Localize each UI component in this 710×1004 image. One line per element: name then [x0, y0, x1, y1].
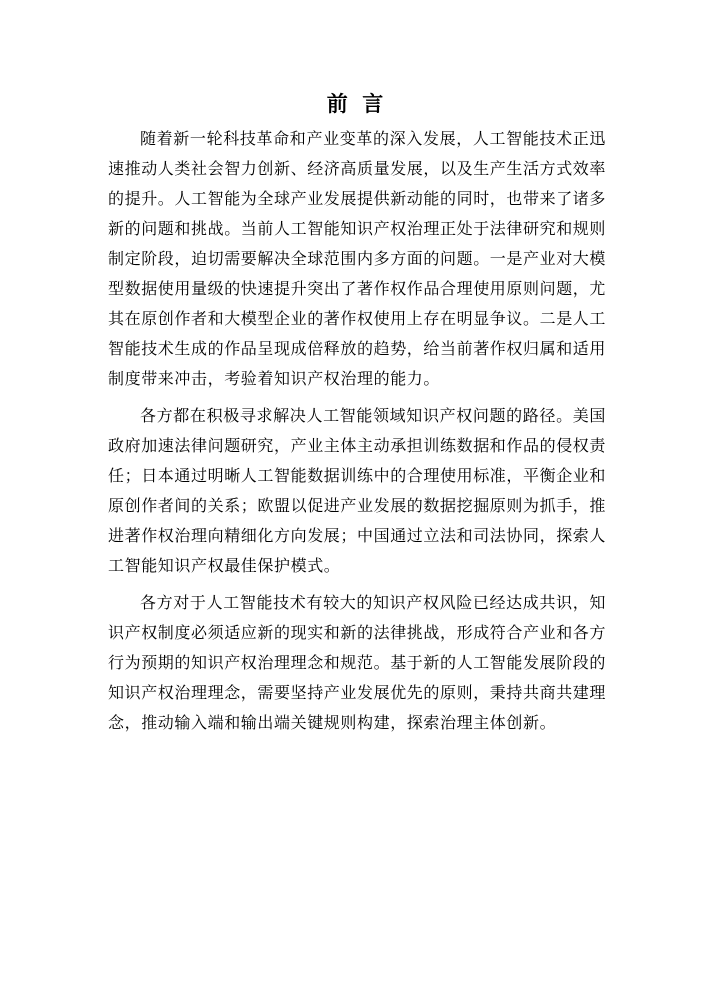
page-title: 前 言	[326, 92, 384, 116]
body-text	[108, 124, 606, 738]
paragraph-1: 随着新一轮科技革命和产业变革的深入发展，人工智能技术正迅速推动人类社会智力创新、经济高质量发展，以及生产生活方式效率的提升。人工智能为全球产业发展提供新动能的同时，也带来了诸多新的问题和挑战。当前人工智能知识产权治理正处于法律研究和规则制定阶段，迫切需要解决全球范围内多方面的问题。一是产业对大模型数据使用量级的快速提升突出了著作权作品合理使用原则问题，尤其在原创作者和大模型企业的著作权使用上存在明显争议。二是人工智能技术生成的作品呈现成倍释放的趋势，给当前著作权归属和适用制度带来冲击，考验着知识产权治理的能力。	[108, 129, 607, 388]
paragraph-2: 各方都在积极寻求解决人工智能领域知识产权问题的路径。美国政府加速法律问题研究，产业主体主动承担训练数据和作品的侵权责任；日本通过明晰人工智能数据训练中的合理使用标准，平衡企业和原创作者间的关系；欧盟以促进产业发展的数据挖掘原则为抓手，推进著作权治理向精细化方向发展；中国通过立法和司法协同，探索人工智能知识产权最佳保护模式。	[108, 406, 607, 575]
paragraph-3: 各方对于人工智能技术有较大的知识产权风险已经达成共识，知识产权制度必须适应新的现实和新的法律挑战，形成符合产业和各方行为预期的知识产权治理理念和规范。基于新的人工智能发展阶段的知识产权治理理念，需要坚持产业发展优先的原则，秉持共商共建理念，推动输入端和输出端关键规则构建，探索治理主体创新。	[108, 593, 607, 732]
